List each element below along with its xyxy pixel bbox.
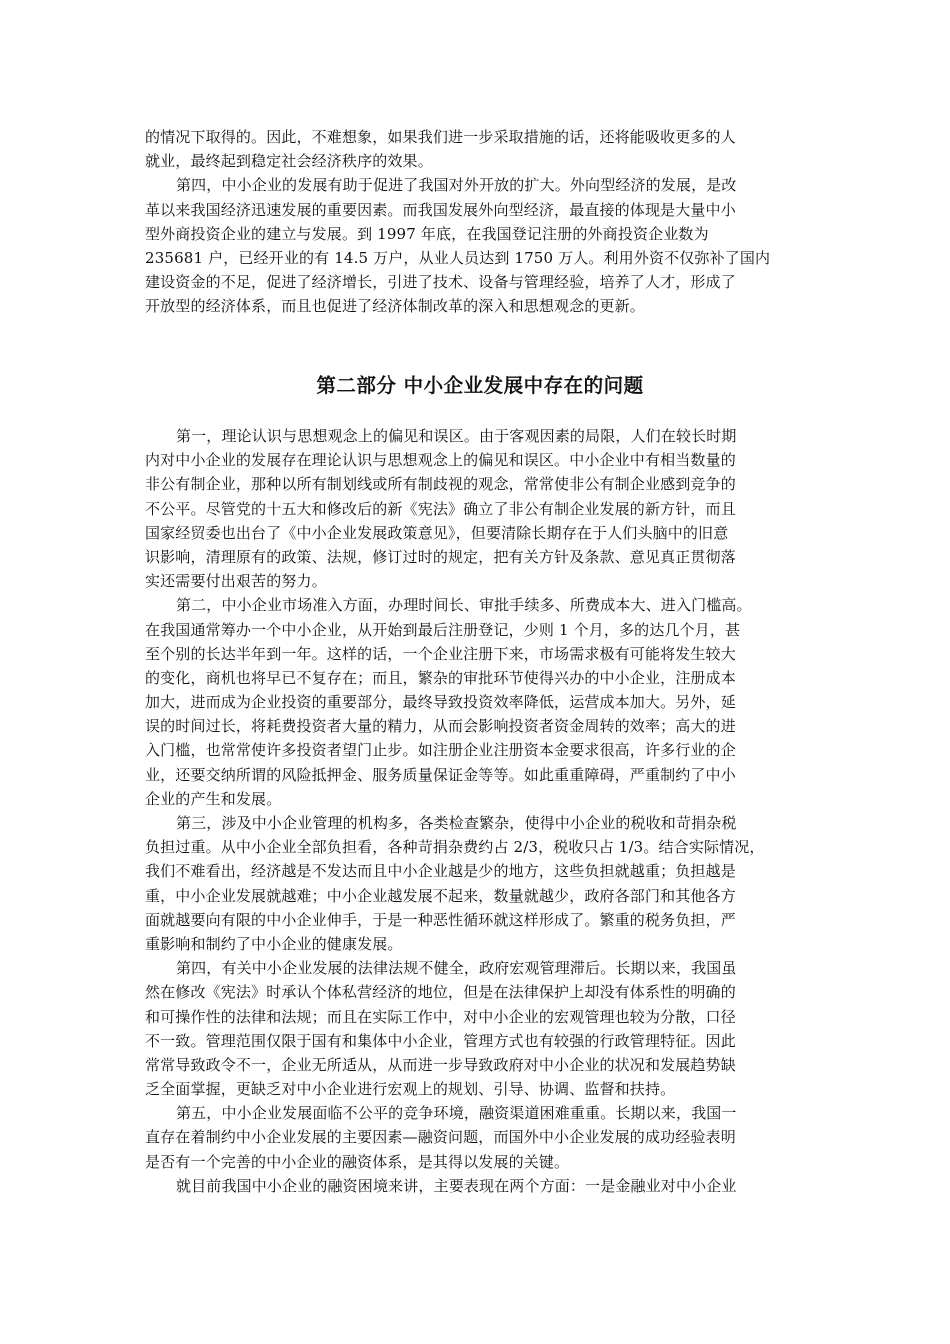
text-line: 第二，中小企业市场准入方面，办理时间长、审批手续多、所费成本大、进入门槛高。	[176, 596, 752, 615]
text-line: 然在修改《宪法》时承认个体私营经济的地位，但是在法律保护上却没有体系性的明确的	[145, 983, 736, 1002]
text-line: 是否有一个完善的中小企业的融资体系，是其得以发展的关键。	[145, 1152, 570, 1171]
section-heading: 第二部分 中小企业发展中存在的问题	[316, 374, 644, 397]
text-line: 乏全面掌握，更缺乏对中小企业进行宏观上的规划、引导、协调、监督和扶持。	[145, 1080, 676, 1099]
text-line: 企业的产生和发展。	[145, 789, 282, 808]
text-line: 非公有制企业，那种以所有制划线或所有制歧视的观念，常常使非公有制企业感到竞争的	[145, 475, 736, 494]
text-line: 的情况下取得的。因此，不难想象，如果我们进一步采取措施的话，还将能吸收更多的人	[145, 128, 736, 146]
text-line: 入门槛，也常常使许多投资者望门止步。如注册企业注册资本金要求很高，许多行业的企	[145, 741, 736, 760]
text-line: 负担过重。从中小企业全部负担看，各种苛捐杂费约占 2/3，税收只占 1/3。结合实际情况，	[145, 838, 765, 857]
text-line: 重，中小企业发展就越难；中小企业越发展不起来，数量就越少，政府各部门和其他各方	[145, 886, 736, 905]
text-line: 重影响和制约了中小企业的健康发展。	[145, 934, 403, 953]
text-line: 识影响，清理原有的政策、法规，修订过时的规定，把有关方针及条款、意见真正贯彻落	[145, 547, 736, 566]
text-line: 和可操作性的法律和法规；而且在实际工作中，对中小企业的宏观管理也较为分散，口径	[145, 1007, 736, 1026]
text-line: 在我国通常筹办一个中小企业，从开始到最后注册登记，少则 1 个月，多的达几个月，甚	[145, 620, 741, 639]
text-line: 加大，进而成为企业投资的重要部分，最终导致投资效率降低，运营成本加大。另外，延	[145, 693, 736, 712]
text-line: 型外商投资企业的建立与发展。到 1997 年底，在我国登记注册的外商投资企业数为	[145, 224, 709, 243]
text-line: 实还需要付出艰苦的努力。	[145, 572, 327, 591]
text-line: 业，还要交纳所谓的风险抵押金、服务质量保证金等等。如此重重障碍，严重制约了中小	[145, 765, 736, 784]
text-line: 第五，中小企业发展面临不公平的竞争环境，融资渠道困难重重。长期以来，我国一	[176, 1104, 737, 1123]
text-line: 开放型的经济体系，而且也促进了经济体制改革的深入和思想观念的更新。	[145, 297, 645, 316]
section-2	[145, 424, 815, 1198]
text-line: 直存在着制约中小企业发展的主要因素—融资问题，而国外中小企业发展的成功经验表明	[145, 1128, 736, 1147]
text-line: 就业，最终起到稳定社会经济秩序的效果。	[145, 152, 433, 171]
text-line: 革以来我国经济迅速发展的重要因素。而我国发展外向型经济，最直接的体现是大量中小	[145, 200, 736, 219]
text-line: 235681 户，已经开业的有 14.5 万户，从业人员达到 1750 万人。利用外资不仅弥补了国内	[145, 248, 771, 267]
text-line: 第四，有关中小企业发展的法律法规不健全，政府宏观管理滞后。长期以来，我国虽	[176, 959, 737, 978]
text-line: 不一致。管理范围仅限于国有和集体中小企业，管理方式也有较强的行政管理特征。因此	[145, 1031, 736, 1050]
section-1	[145, 125, 815, 319]
text-line: 的变化，商机也将早已不复存在；而且，繁杂的审批环节使得兴办的中小企业，注册成本	[145, 668, 736, 687]
text-line: 我们不难看出，经济越是不发达而且中小企业越是少的地方，这些负担就越重；负担越是	[145, 862, 736, 881]
text-line: 国家经贸委也出台了《中小企业发展政策意见》，但要清除长期存在于人们头脑中的旧意	[145, 523, 729, 542]
text-line: 第一，理论认识与思想观念上的偏见和误区。由于客观因素的局限，人们在较长时期	[176, 427, 737, 445]
text-line: 建设资金的不足，促进了经济增长，引进了技术、设备与管理经验，培养了人才，形成了	[145, 273, 736, 292]
text-line: 常常导致政令不一，企业无所适从，从而进一步导致政府对中小企业的状况和发展趋势缺	[145, 1055, 736, 1074]
text-line: 第四，中小企业的发展有助于促进了我国对外开放的扩大。外向型经济的发展，是改	[176, 176, 737, 195]
text-line: 就目前我国中小企业的融资困境来讲，主要表现在两个方面：一是金融业对中小企业	[176, 1176, 737, 1195]
text-line: 至个别的长达半年到一年。这样的话，一个企业注册下来，市场需求极有可能将发生较大	[145, 644, 736, 663]
text-line: 误的时间过长，将耗费投资者大量的精力，从而会影响投资者资金周转的效率；高大的进	[145, 717, 736, 736]
text-line: 内对中小企业的发展存在理论认识与思想观念上的偏见和误区。中小企业中有相当数量的	[145, 451, 736, 470]
text-line: 面就越要向有限的中小企业伸手，于是一种恶性循环就这样形成了。繁重的税务负担，严	[145, 910, 736, 929]
text-line: 不公平。尽管党的十五大和修改后的新《宪法》确立了非公有制企业发展的新方针，而且	[145, 499, 736, 518]
text-line: 第三，涉及中小企业管理的机构多，各类检查繁杂，使得中小企业的税收和苛捐杂税	[176, 814, 737, 832]
